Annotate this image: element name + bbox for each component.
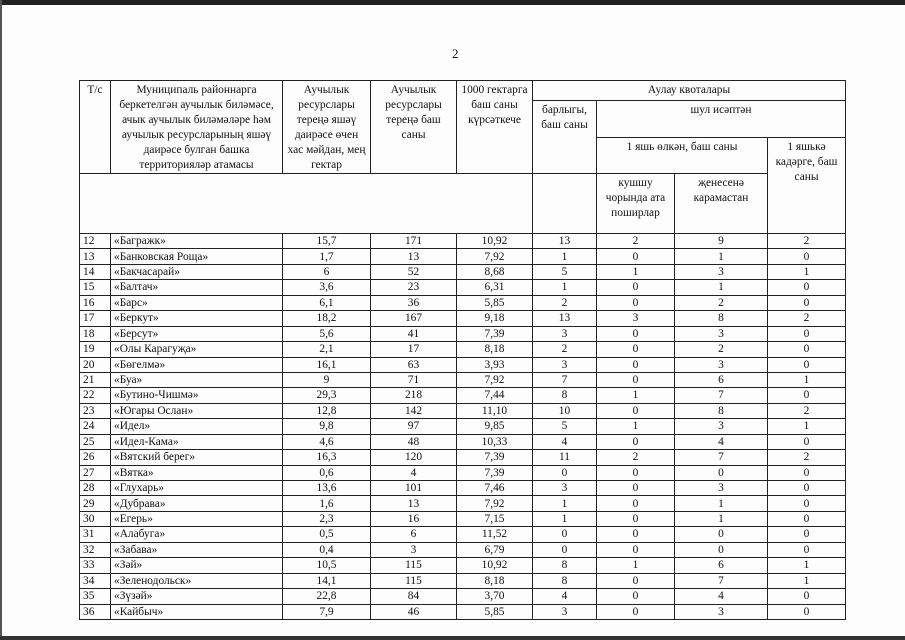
row-count: 46 xyxy=(371,604,457,619)
row-name: «Югары Ослан» xyxy=(111,403,283,418)
row-total: 11 xyxy=(533,450,597,465)
row-density: 9,18 xyxy=(457,311,533,326)
row-density: 7,15 xyxy=(457,511,533,526)
row-number: 19 xyxy=(80,342,111,357)
row-upto1: 0 xyxy=(768,542,846,557)
row-total: 13 xyxy=(533,234,597,249)
row-density: 5,85 xyxy=(457,604,533,619)
row-density: 6,79 xyxy=(457,542,533,557)
row-density: 7,92 xyxy=(457,496,533,511)
row-area: 12,8 xyxy=(283,403,371,418)
row-count: 41 xyxy=(371,326,457,341)
row-total: 7 xyxy=(533,372,597,387)
row-name: «Бакчасарай» xyxy=(111,264,283,279)
row-total: 4 xyxy=(533,434,597,449)
row-milk: 0 xyxy=(597,357,675,372)
header-num: Т/с xyxy=(80,81,111,174)
row-total: 8 xyxy=(533,573,597,588)
row-name: «Зеленодольск» xyxy=(111,573,283,588)
row-nogender: 7 xyxy=(675,450,768,465)
row-number: 30 xyxy=(80,511,111,526)
row-total: 8 xyxy=(533,388,597,403)
row-upto1: 0 xyxy=(768,589,846,604)
row-density: 8,18 xyxy=(457,573,533,588)
table-row xyxy=(80,481,846,496)
row-nogender: 3 xyxy=(675,604,768,619)
table-row xyxy=(80,558,846,573)
row-density: 8,18 xyxy=(457,342,533,357)
row-area: 10,5 xyxy=(283,558,371,573)
row-name: «Бөгелмә» xyxy=(111,357,283,372)
row-upto1: 0 xyxy=(768,326,846,341)
row-milk: 0 xyxy=(597,372,675,387)
scan-edge-left xyxy=(0,0,2,640)
row-area: 15,7 xyxy=(283,234,371,249)
row-area: 16,1 xyxy=(283,357,371,372)
table-row xyxy=(80,527,846,542)
row-upto1: 0 xyxy=(768,481,846,496)
row-name: «Багражк» xyxy=(111,234,283,249)
row-milk: 0 xyxy=(597,527,675,542)
row-upto1: 2 xyxy=(768,234,846,249)
row-density: 11,10 xyxy=(457,403,533,418)
table-row xyxy=(80,295,846,310)
row-count: 218 xyxy=(371,388,457,403)
row-area: 2,3 xyxy=(283,511,371,526)
row-nogender: 1 xyxy=(675,249,768,264)
row-total: 1 xyxy=(533,249,597,264)
table-row xyxy=(80,280,846,295)
header-count: Аучылык ресурслары тереңә баш саны xyxy=(371,81,457,174)
row-nogender: 7 xyxy=(675,388,768,403)
row-count: 52 xyxy=(371,264,457,279)
row-name: «Зәй» xyxy=(111,558,283,573)
row-nogender: 9 xyxy=(675,234,768,249)
row-number: 36 xyxy=(80,604,111,619)
row-number: 15 xyxy=(80,280,111,295)
row-area: 2,1 xyxy=(283,342,371,357)
row-milk: 0 xyxy=(597,481,675,496)
row-number: 27 xyxy=(80,465,111,480)
row-count: 84 xyxy=(371,589,457,604)
row-name: «Глухарь» xyxy=(111,481,283,496)
row-nogender: 0 xyxy=(675,542,768,557)
row-count: 97 xyxy=(371,419,457,434)
row-milk: 0 xyxy=(597,496,675,511)
row-number: 12 xyxy=(80,234,111,249)
row-total: 0 xyxy=(533,527,597,542)
row-density: 7,39 xyxy=(457,450,533,465)
row-density: 8,68 xyxy=(457,264,533,279)
row-upto1: 2 xyxy=(768,311,846,326)
row-count: 13 xyxy=(371,249,457,264)
row-area: 6 xyxy=(283,264,371,279)
row-name: «Зүзәй» xyxy=(111,589,283,604)
row-number: 23 xyxy=(80,403,111,418)
row-nogender: 2 xyxy=(675,295,768,310)
row-total: 10 xyxy=(533,403,597,418)
row-number: 25 xyxy=(80,434,111,449)
row-upto1: 0 xyxy=(768,465,846,480)
row-density: 10,92 xyxy=(457,558,533,573)
table-row xyxy=(80,604,846,619)
row-area: 3,6 xyxy=(283,280,371,295)
row-upto1: 0 xyxy=(768,342,846,357)
row-count: 4 xyxy=(371,465,457,480)
row-upto1: 2 xyxy=(768,403,846,418)
row-density: 5,85 xyxy=(457,295,533,310)
row-nogender: 6 xyxy=(675,372,768,387)
row-area: 13,6 xyxy=(283,481,371,496)
table-header xyxy=(80,81,846,234)
row-upto1: 0 xyxy=(768,604,846,619)
row-name: «Забава» xyxy=(111,542,283,557)
table-row xyxy=(80,372,846,387)
header-total: барлыгы, баш саны xyxy=(533,101,597,174)
row-upto1: 0 xyxy=(768,295,846,310)
row-area: 7,9 xyxy=(283,604,371,619)
row-count: 6 xyxy=(371,527,457,542)
row-density: 9,85 xyxy=(457,419,533,434)
row-total: 0 xyxy=(533,542,597,557)
row-upto1: 0 xyxy=(768,357,846,372)
header-total-spacer xyxy=(533,174,597,234)
row-upto1: 1 xyxy=(768,573,846,588)
row-area: 9,8 xyxy=(283,419,371,434)
row-upto1: 0 xyxy=(768,388,846,403)
row-milk: 0 xyxy=(597,589,675,604)
row-nogender: 8 xyxy=(675,403,768,418)
row-number: 35 xyxy=(80,589,111,604)
table-row xyxy=(80,311,846,326)
row-total: 0 xyxy=(533,465,597,480)
row-name: «Идел» xyxy=(111,419,283,434)
header-area: Аучылык ресурслары тереңә яшәү даирәсе өчен хас мәйдан, мең гектар xyxy=(283,81,371,174)
row-total: 8 xyxy=(533,558,597,573)
row-upto1: 0 xyxy=(768,249,846,264)
row-area: 22,8 xyxy=(283,589,371,604)
row-nogender: 3 xyxy=(675,419,768,434)
row-number: 13 xyxy=(80,249,111,264)
row-area: 0,6 xyxy=(283,465,371,480)
row-milk: 1 xyxy=(597,264,675,279)
header-density: 1000 гектарга баш саны күрсәткече xyxy=(457,81,533,174)
row-nogender: 0 xyxy=(675,527,768,542)
row-milk: 0 xyxy=(597,280,675,295)
row-area: 5,6 xyxy=(283,326,371,341)
row-count: 3 xyxy=(371,542,457,557)
row-count: 171 xyxy=(371,234,457,249)
row-total: 5 xyxy=(533,264,597,279)
row-nogender: 6 xyxy=(675,558,768,573)
row-nogender: 3 xyxy=(675,357,768,372)
row-upto1: 0 xyxy=(768,280,846,295)
row-total: 2 xyxy=(533,342,597,357)
row-total: 3 xyxy=(533,326,597,341)
row-nogender: 1 xyxy=(675,496,768,511)
row-total: 3 xyxy=(533,357,597,372)
header-milk: кушшу чорында ата поширлар xyxy=(597,174,675,234)
row-upto1: 2 xyxy=(768,450,846,465)
row-count: 71 xyxy=(371,372,457,387)
table-body xyxy=(80,234,846,620)
row-name: «Олы Карагуҗа» xyxy=(111,342,283,357)
row-milk: 0 xyxy=(597,542,675,557)
row-nogender: 4 xyxy=(675,589,768,604)
row-count: 36 xyxy=(371,295,457,310)
table-row xyxy=(80,511,846,526)
row-density: 10,33 xyxy=(457,434,533,449)
table-row xyxy=(80,434,846,449)
row-area: 1,6 xyxy=(283,496,371,511)
row-density: 11,52 xyxy=(457,527,533,542)
row-name: «Егерь» xyxy=(111,511,283,526)
scan-edge-bottom xyxy=(0,636,905,640)
table-row xyxy=(80,403,846,418)
row-count: 16 xyxy=(371,511,457,526)
row-number: 17 xyxy=(80,311,111,326)
page-number: 2 xyxy=(452,46,459,61)
row-milk: 1 xyxy=(597,388,675,403)
row-upto1: 1 xyxy=(768,558,846,573)
row-nogender: 8 xyxy=(675,311,768,326)
row-number: 29 xyxy=(80,496,111,511)
row-upto1: 0 xyxy=(768,496,846,511)
row-number: 28 xyxy=(80,481,111,496)
row-nogender: 0 xyxy=(675,465,768,480)
row-total: 1 xyxy=(533,280,597,295)
row-name: «Буа» xyxy=(111,372,283,387)
row-milk: 1 xyxy=(597,419,675,434)
row-area: 0,5 xyxy=(283,527,371,542)
row-total: 3 xyxy=(533,481,597,496)
table-row xyxy=(80,496,846,511)
row-area: 16,3 xyxy=(283,450,371,465)
row-name: «Бутино-Чишмә» xyxy=(111,388,283,403)
row-density: 6,31 xyxy=(457,280,533,295)
row-milk: 0 xyxy=(597,249,675,264)
row-name: «Идел-Кама» xyxy=(111,434,283,449)
hunting-quota-table xyxy=(79,80,846,620)
row-number: 22 xyxy=(80,388,111,403)
header-name: Муниципаль районнарга беркетелгән аучылык биләмәсе, ачык аучылык биләмәләре һәм аучылык ресурсларының яшәү даирәсе булган башка территорияләр атамасы xyxy=(111,81,283,174)
row-name: «Дубрава» xyxy=(111,496,283,511)
row-milk: 2 xyxy=(597,234,675,249)
row-density: 7,46 xyxy=(457,481,533,496)
row-density: 7,44 xyxy=(457,388,533,403)
row-count: 17 xyxy=(371,342,457,357)
table-row xyxy=(80,326,846,341)
table-row xyxy=(80,264,846,279)
table-row xyxy=(80,249,846,264)
row-milk: 3 xyxy=(597,311,675,326)
row-milk: 0 xyxy=(597,403,675,418)
row-name: «Алабуга» xyxy=(111,527,283,542)
header-upto1: 1 яшькә кадәрге, баш саны xyxy=(768,137,846,234)
row-upto1: 1 xyxy=(768,264,846,279)
row-density: 7,39 xyxy=(457,326,533,341)
row-number: 24 xyxy=(80,419,111,434)
row-total: 1 xyxy=(533,496,597,511)
row-nogender: 3 xyxy=(675,264,768,279)
row-number: 20 xyxy=(80,357,111,372)
row-name: «Беркут» xyxy=(111,311,283,326)
row-area: 18,2 xyxy=(283,311,371,326)
row-number: 18 xyxy=(80,326,111,341)
row-count: 48 xyxy=(371,434,457,449)
row-area: 14,1 xyxy=(283,573,371,588)
row-total: 13 xyxy=(533,311,597,326)
row-count: 142 xyxy=(371,403,457,418)
row-name: «Вятка» xyxy=(111,465,283,480)
row-area: 6,1 xyxy=(283,295,371,310)
row-count: 23 xyxy=(371,280,457,295)
row-number: 31 xyxy=(80,527,111,542)
row-count: 13 xyxy=(371,496,457,511)
row-milk: 0 xyxy=(597,604,675,619)
row-number: 34 xyxy=(80,573,111,588)
row-name: «Барс» xyxy=(111,295,283,310)
header-including: шул исәптән xyxy=(597,101,846,138)
row-number: 32 xyxy=(80,542,111,557)
table-row xyxy=(80,542,846,557)
table-row xyxy=(80,388,846,403)
row-name: «Вятский берег» xyxy=(111,450,283,465)
row-total: 4 xyxy=(533,589,597,604)
row-density: 7,39 xyxy=(457,465,533,480)
row-milk: 0 xyxy=(597,342,675,357)
header-spacer xyxy=(80,174,533,234)
row-number: 33 xyxy=(80,558,111,573)
row-count: 120 xyxy=(371,450,457,465)
row-name: «Балтач» xyxy=(111,280,283,295)
row-milk: 0 xyxy=(597,465,675,480)
row-area: 29,3 xyxy=(283,388,371,403)
row-nogender: 4 xyxy=(675,434,768,449)
row-milk: 0 xyxy=(597,511,675,526)
row-count: 115 xyxy=(371,558,457,573)
row-nogender: 2 xyxy=(675,342,768,357)
row-upto1: 0 xyxy=(768,527,846,542)
row-name: «Кайбыч» xyxy=(111,604,283,619)
row-number: 21 xyxy=(80,372,111,387)
row-density: 10,92 xyxy=(457,234,533,249)
row-milk: 0 xyxy=(597,573,675,588)
row-milk: 2 xyxy=(597,450,675,465)
row-upto1: 0 xyxy=(768,434,846,449)
header-nogender: җенесенә карамастан xyxy=(675,174,768,234)
row-nogender: 1 xyxy=(675,511,768,526)
row-density: 3,93 xyxy=(457,357,533,372)
header-quota: Аулау квоталары xyxy=(533,81,846,101)
row-nogender: 3 xyxy=(675,326,768,341)
row-density: 7,92 xyxy=(457,249,533,264)
table-row xyxy=(80,589,846,604)
row-upto1: 1 xyxy=(768,372,846,387)
row-name: «Банковская Роща» xyxy=(111,249,283,264)
row-name: «Берсут» xyxy=(111,326,283,341)
row-area: 1,7 xyxy=(283,249,371,264)
row-upto1: 0 xyxy=(768,511,846,526)
row-milk: 0 xyxy=(597,295,675,310)
table-row xyxy=(80,234,846,249)
row-milk: 0 xyxy=(597,434,675,449)
row-count: 63 xyxy=(371,357,457,372)
row-nogender: 3 xyxy=(675,481,768,496)
row-number: 26 xyxy=(80,450,111,465)
header-under1: 1 яшь өлкән, баш саны xyxy=(597,137,768,174)
row-count: 101 xyxy=(371,481,457,496)
row-area: 4,6 xyxy=(283,434,371,449)
table-row xyxy=(80,342,846,357)
row-count: 167 xyxy=(371,311,457,326)
row-total: 2 xyxy=(533,295,597,310)
row-nogender: 7 xyxy=(675,573,768,588)
table-row xyxy=(80,357,846,372)
row-nogender: 1 xyxy=(675,280,768,295)
table-row xyxy=(80,465,846,480)
row-number: 16 xyxy=(80,295,111,310)
row-density: 3,70 xyxy=(457,589,533,604)
row-milk: 1 xyxy=(597,558,675,573)
row-total: 5 xyxy=(533,419,597,434)
table-row xyxy=(80,450,846,465)
scan-edge-top xyxy=(0,0,905,5)
row-total: 1 xyxy=(533,511,597,526)
table-row xyxy=(80,419,846,434)
row-area: 9 xyxy=(283,372,371,387)
row-milk: 0 xyxy=(597,326,675,341)
row-density: 7,92 xyxy=(457,372,533,387)
row-number: 14 xyxy=(80,264,111,279)
row-count: 115 xyxy=(371,573,457,588)
row-upto1: 1 xyxy=(768,419,846,434)
row-total: 3 xyxy=(533,604,597,619)
table-row xyxy=(80,573,846,588)
row-area: 0,4 xyxy=(283,542,371,557)
